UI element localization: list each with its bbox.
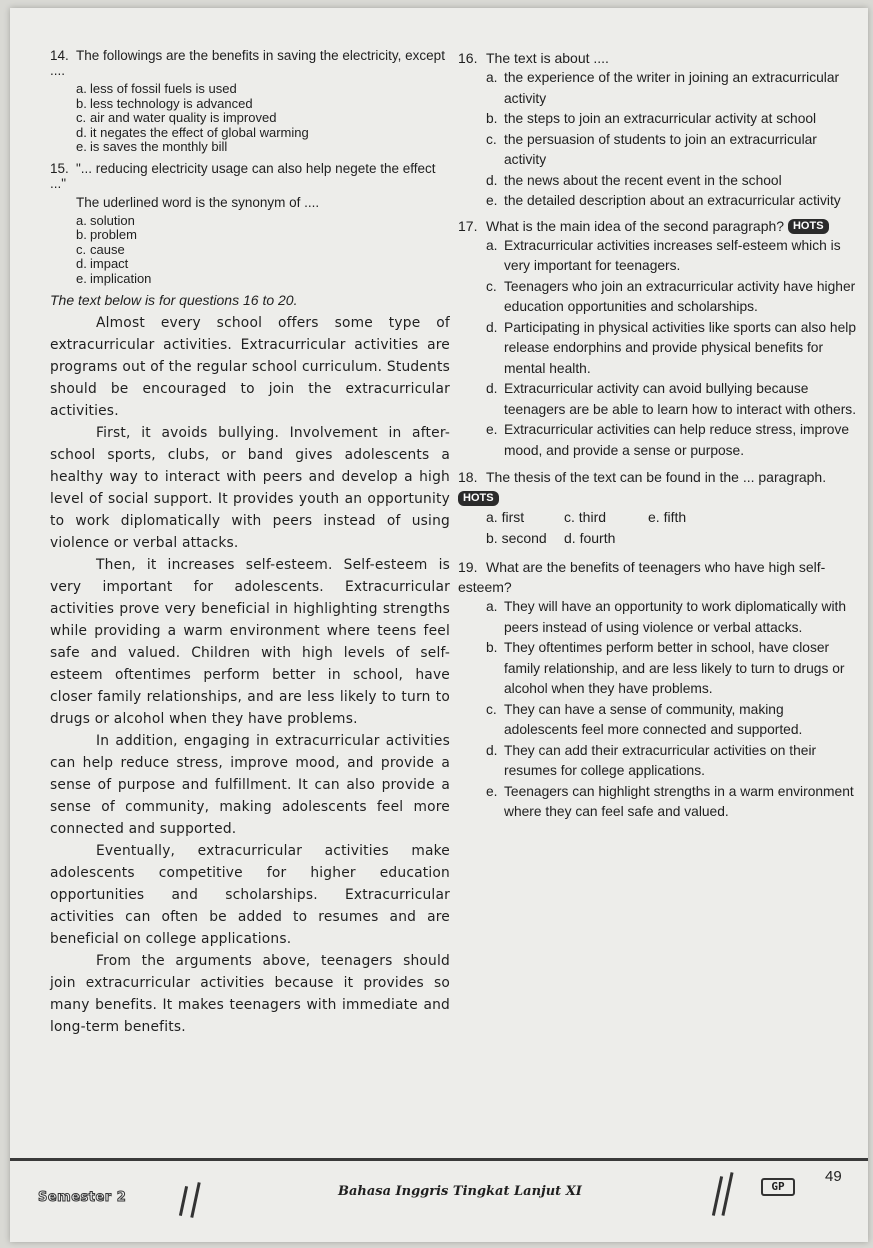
option-letter: b.	[486, 111, 498, 126]
question-number: 16.	[458, 50, 478, 66]
option-1	[476, 68, 858, 109]
option-2	[50, 97, 450, 112]
question-17	[458, 216, 858, 236]
option-text: is saves the monthly bill	[90, 139, 228, 154]
decor-stroke	[721, 1172, 733, 1216]
option-5	[50, 272, 450, 287]
option-text: problem	[90, 227, 137, 242]
option-letter: d.	[486, 172, 498, 188]
option-b: b. second	[486, 530, 547, 546]
publisher-logo-icon: GP	[761, 1178, 795, 1196]
passage-paragraph-2: First, it avoids bullying. Involvement in after-school sports, clubs, or band gives adolescents a healthy way to interact with peers and develop a high level of social support. It provides youth an opportunity to work diplomatically with peers instead of using violence or verbal attacks.	[50, 425, 450, 551]
option-text: the experience of the writer in joining an extracurricular activity	[504, 70, 840, 106]
option-text: They oftentimes perform better in school, have closer family relationship, and are less likely to turn to drugs or alcohol when they have problems.	[504, 640, 845, 696]
option-letter: e.	[486, 422, 498, 437]
question-stem: The thesis of the text can be found in the ... paragraph.	[486, 469, 827, 485]
option-text: less technology is advanced	[90, 95, 253, 111]
option-text: Extracurricular activity can avoid bullying because teenagers are be able to learn how to interact with others.	[504, 381, 857, 417]
option-3	[50, 243, 450, 258]
hots-badge: HOTS	[788, 219, 829, 234]
option-5	[50, 140, 450, 155]
option-letter: b.	[76, 227, 87, 242]
option-letter: b.	[76, 95, 87, 111]
option-text: They can have a sense of community, making adolescents feel more connected and supported.	[504, 701, 803, 737]
question-stem: The followings are the benefits in saving the electricity, except ....	[50, 48, 445, 78]
question-number: 14.	[50, 48, 69, 63]
option-letter: a.	[76, 81, 87, 96]
passage-note: The text below is for questions 16 to 20.	[50, 292, 298, 308]
option-text: Teenagers can highlight strengths in a warm environment where they can feel safe and valued.	[504, 783, 854, 819]
option-letter: e.	[486, 783, 498, 799]
question-number: 15.	[50, 160, 69, 176]
option-letter: c.	[486, 278, 497, 294]
option-4	[50, 257, 450, 272]
option-text: the news about the recent event in the school	[504, 172, 782, 188]
option-letter: a.	[486, 599, 498, 614]
option-text: implication	[90, 270, 152, 286]
option-text: the steps to join an extracurricular activity at school	[504, 111, 817, 126]
option-1	[50, 82, 450, 97]
option-1	[50, 214, 450, 229]
option-letter: b.	[486, 640, 498, 655]
passage-paragraph-3: Then, it increases self-esteem. Self-esteem is very important for adolescents. Extracurricular activities prove very beneficial in highlighting strengths while providing a warm environment where teens feel safe and valued. Children with high levels of self-esteem oftentimes perform better in school, have closer family relationships, and are less likely to turn to drugs or alcohol when they have problems.	[50, 557, 450, 727]
option-text: They can add their extracurricular activities on their resumes for college applications.	[504, 742, 817, 778]
question-16	[458, 48, 858, 68]
semester-label: Semester 2	[38, 1190, 127, 1205]
passage-paragraph-5: Eventually, extracurricular activities make adolescents competitive for higher education opportunities and scholarships. Extracurricular activities can often be added to resumes and are beneficial on college applications.	[50, 843, 450, 947]
textbook-page	[10, 8, 868, 1242]
option-5	[476, 191, 858, 212]
option-3	[476, 318, 858, 380]
option-letter: d.	[486, 742, 498, 758]
question-14-options	[50, 82, 450, 155]
option-3	[50, 111, 450, 126]
option-text: Participating in physical activities like sports can also help release endorphins and provide physical benefits for mental health.	[504, 319, 856, 376]
option-text: the persuasion of students to join an extracurricular activity	[504, 131, 817, 167]
book-title: Bahasa Inggris Tingkat Lanjut XI	[338, 1184, 582, 1199]
option-2	[50, 228, 450, 243]
left-column	[50, 48, 450, 1038]
question-number: 19.	[458, 559, 478, 575]
question-stem: What are the benefits of teenagers who have high self-esteem?	[458, 559, 826, 595]
option-c: c. third	[564, 509, 607, 525]
option-letter: c.	[486, 131, 497, 147]
option-text: Teenagers who join an extracurricular activity have higher education opportunities and scholarships.	[504, 278, 856, 314]
option-d: d. fourth	[564, 530, 616, 546]
passage-paragraph-1: Almost every school offers some type of extracurricular activities. Extracurricular activities are programs out of the regular school curriculum. Students should be encouraged to join the extracurricular activities.	[50, 315, 450, 419]
option-text: They will have an opportunity to work diplomatically with peers instead of using violence or verbal attacks.	[504, 599, 847, 635]
option-2	[476, 277, 858, 318]
option-3	[476, 130, 858, 171]
question-15-options	[50, 214, 450, 287]
option-letter: d.	[76, 256, 87, 271]
option-text: Extracurricular activities increases self-esteem which is very important for teenagers.	[504, 237, 841, 273]
question-15	[50, 161, 450, 191]
option-text: the detailed description about an extracurricular activity	[504, 193, 841, 208]
option-5	[476, 420, 858, 461]
option-4	[476, 741, 858, 782]
option-text: Extracurricular activities can help reduce stress, improve mood, and provide a sense or purpose.	[504, 422, 850, 458]
passage-paragraph-4: In addition, engaging in extracurricular activities can help reduce stress, improve mood, and provide a sense of purpose and fulfillment. It can also provide a sense of community, making adolescents feel more connected and supported.	[50, 733, 450, 837]
question-18-options-row-1	[458, 507, 858, 528]
question-16-options	[458, 68, 858, 212]
question-19-options	[458, 597, 858, 823]
option-e: e. fifth	[648, 509, 687, 525]
option-2	[476, 638, 858, 700]
option-letter: d.	[486, 319, 498, 335]
question-number: 18.	[458, 469, 478, 485]
footer-divider	[10, 1158, 868, 1161]
option-letter: c.	[486, 701, 497, 717]
question-number: 17.	[458, 217, 478, 234]
question-19	[458, 557, 858, 597]
option-a: a. first	[486, 509, 525, 525]
option-letter: d.	[486, 381, 498, 396]
page-footer	[10, 1168, 868, 1238]
option-1	[476, 597, 858, 638]
option-letter: c.	[76, 110, 87, 125]
option-text: less of fossil fuels is used	[90, 81, 237, 96]
option-text: impact	[90, 256, 129, 271]
question-14	[50, 48, 450, 78]
option-2	[476, 109, 858, 130]
option-letter: a.	[486, 70, 498, 85]
option-text: cause	[90, 241, 125, 257]
option-4	[476, 171, 858, 192]
option-5	[476, 782, 858, 823]
option-3	[476, 700, 858, 741]
question-15-stem-2: The uderlined word is the synonym of ....	[76, 194, 320, 210]
option-letter: e.	[76, 139, 87, 154]
option-4	[50, 126, 450, 141]
decor-stroke	[190, 1182, 200, 1218]
right-column	[458, 48, 858, 823]
decor-stroke	[179, 1186, 188, 1216]
option-letter: a.	[486, 237, 498, 253]
passage-paragraph-6: From the arguments above, teenagers should join extracurricular activities because it provides so many benefits. It makes teenagers with immediate and long-term benefits.	[50, 953, 450, 1035]
question-18	[458, 467, 858, 507]
option-1	[476, 236, 858, 277]
option-letter: e.	[76, 270, 87, 286]
option-text: air and water quality is improved	[90, 110, 277, 125]
question-stem: The text is about ....	[486, 50, 609, 66]
hots-badge: HOTS	[458, 491, 499, 506]
reading-passage	[50, 312, 450, 1038]
option-letter: e.	[486, 193, 498, 208]
option-text: solution	[90, 212, 135, 228]
question-17-options	[458, 236, 858, 462]
option-letter: d.	[76, 124, 87, 140]
option-letter: a.	[76, 212, 87, 228]
question-18-options-row-2	[458, 528, 858, 549]
option-text: it negates the effect of global warming	[90, 124, 309, 140]
page-number: 49	[825, 1168, 842, 1185]
option-letter: c.	[76, 241, 87, 257]
option-4	[476, 379, 858, 420]
question-stem: "... reducing electricity usage can also help negete the effect ..."	[50, 160, 436, 191]
question-stem: What is the main idea of the second paragraph?	[486, 217, 785, 234]
